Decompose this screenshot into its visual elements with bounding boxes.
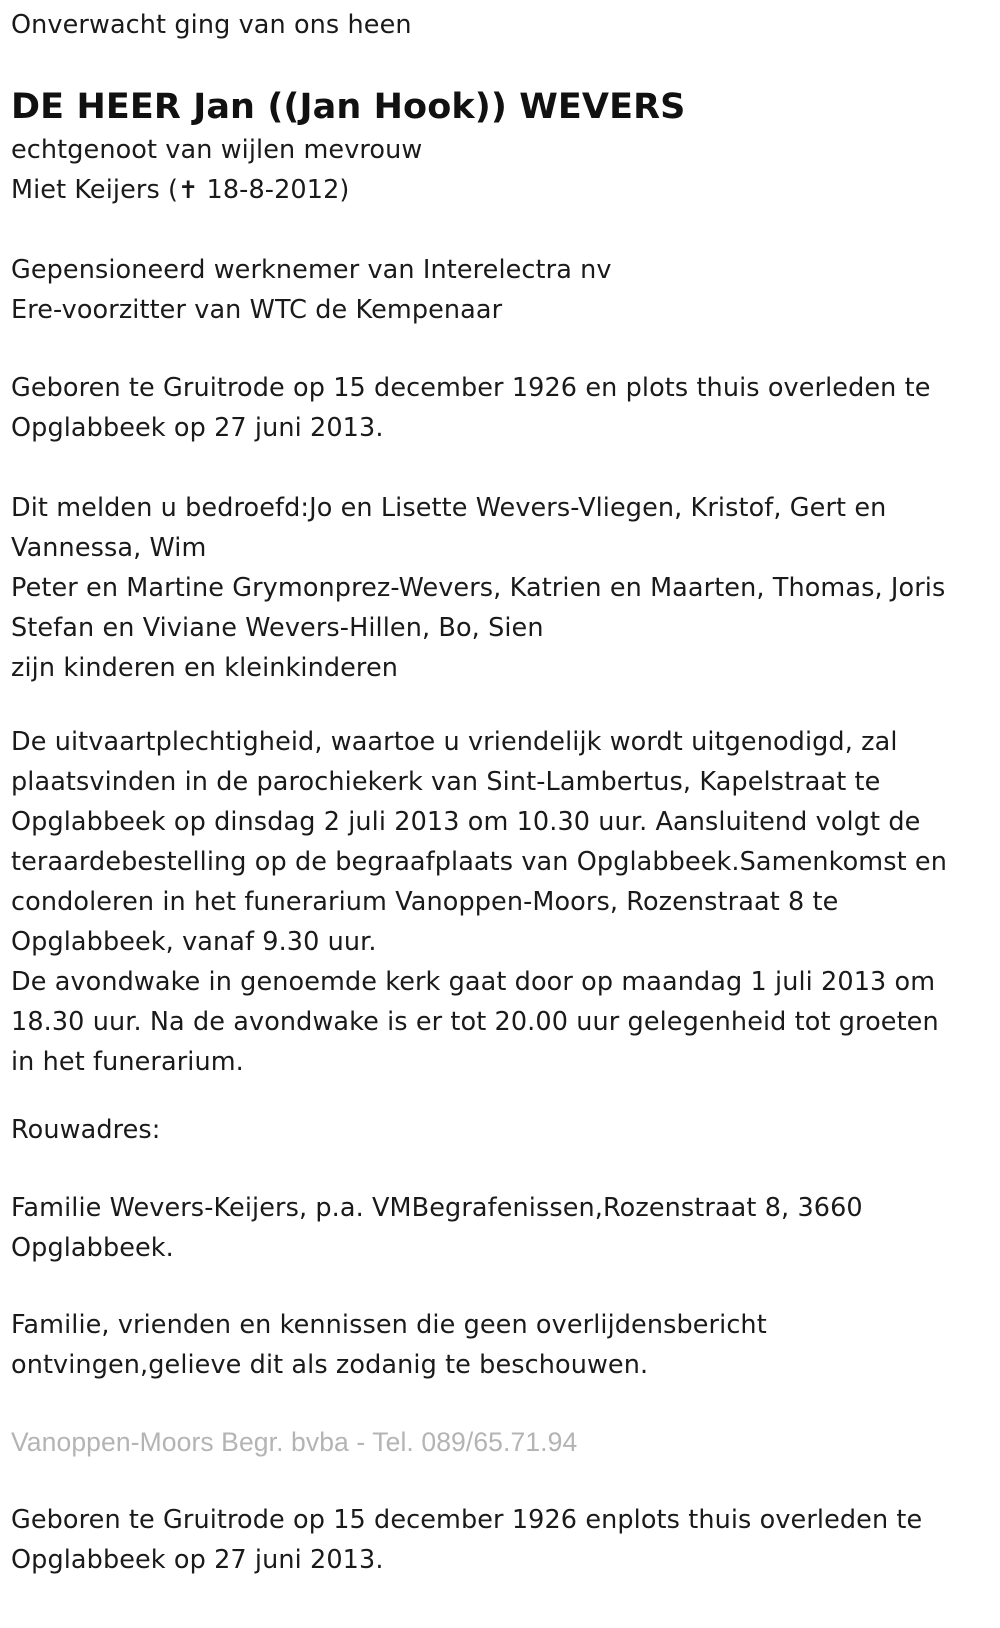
birth-death-repeat-section	[11, 1500, 922, 1580]
funeral-line: Opglabbeek, vanaf 9.30 uur.	[11, 927, 377, 957]
spouse-death-date: 18-8-2012)	[198, 175, 350, 205]
address-label: Rouwadres:	[11, 1115, 161, 1145]
funeral-line: condoleren in het funerarium Vanoppen-Moors, Rozenstraat 8 te	[11, 887, 839, 917]
undertaker-credit: Vanoppen-Moors Begr. bvba - Tel. 089/65.71.94	[11, 1427, 578, 1457]
family-line: Dit melden u bedroefd:Jo en Lisette Wevers-Vliegen, Kristof, Gert en	[11, 493, 887, 523]
funeral-section	[11, 722, 947, 1082]
role-line: Gepensioneerd werknemer van Interelectra nv	[11, 255, 612, 285]
closing-section	[11, 1305, 767, 1385]
role-line: Ere-voorzitter van WTC de Kempenaar	[11, 295, 503, 325]
address-line: Familie Wevers-Keijers, p.a. VMBegrafenissen,Rozenstraat 8, 3660	[11, 1193, 863, 1223]
birth-death-repeat-line: Geboren te Gruitrode op 15 december 1926 enplots thuis overleden te	[11, 1505, 923, 1535]
deceased-name: DE HEER Jan ((Jan Hook)) WEVERS	[11, 87, 686, 127]
family-section	[11, 488, 945, 688]
intro-text: Onverwacht ging van ons heen	[11, 10, 412, 40]
roles-section	[11, 250, 612, 330]
family-line: Vannessa, Wim	[11, 533, 207, 563]
birth-death-line: Opglabbeek op 27 juni 2013.	[11, 413, 384, 443]
funeral-line: teraardebestelling op de begraafplaats van Opglabbeek.Samenkomst en	[11, 847, 947, 877]
family-line: Peter en Martine Grymonprez-Wevers, Katrien en Maarten, Thomas, Joris	[11, 573, 946, 603]
address-section	[11, 1188, 863, 1268]
funeral-line: De uitvaartplechtigheid, waartoe u vriendelijk wordt uitgenodigd, zal	[11, 727, 898, 757]
spouse-line-1: echtgenoot van wijlen mevrouw	[11, 135, 423, 165]
closing-line: ontvingen,gelieve dit als zodanig te beschouwen.	[11, 1350, 649, 1380]
funeral-line: De avondwake in genoemde kerk gaat door op maandag 1 juli 2013 om	[11, 967, 936, 997]
family-line: Stefan en Viviane Wevers-Hillen, Bo, Sien	[11, 613, 544, 643]
funeral-line: Opglabbeek op dinsdag 2 juli 2013 om 10.30 uur. Aansluitend volgt de	[11, 807, 921, 837]
birth-death-repeat-line: Opglabbeek op 27 juni 2013.	[11, 1545, 384, 1575]
funeral-line: in het funerarium.	[11, 1047, 244, 1077]
birth-death-section	[11, 368, 931, 448]
birth-death-line: Geboren te Gruitrode op 15 december 1926 en plots thuis overleden te	[11, 373, 931, 403]
closing-line: Familie, vrienden en kennissen die geen overlijdensbericht	[11, 1310, 767, 1340]
address-line: Opglabbeek.	[11, 1233, 174, 1263]
funeral-line: plaatsvinden in de parochiekerk van Sint-Lambertus, Kapelstraat te	[11, 767, 881, 797]
spouse-name: Miet Keijers (	[11, 175, 179, 205]
funeral-line: 18.30 uur. Na de avondwake is er tot 20.00 uur gelegenheid tot groeten	[11, 1007, 939, 1037]
spouse-line-2	[11, 170, 422, 210]
cross-icon: ✝	[178, 176, 199, 204]
spouse-section	[11, 130, 422, 210]
family-line: zijn kinderen en kleinkinderen	[11, 653, 398, 683]
